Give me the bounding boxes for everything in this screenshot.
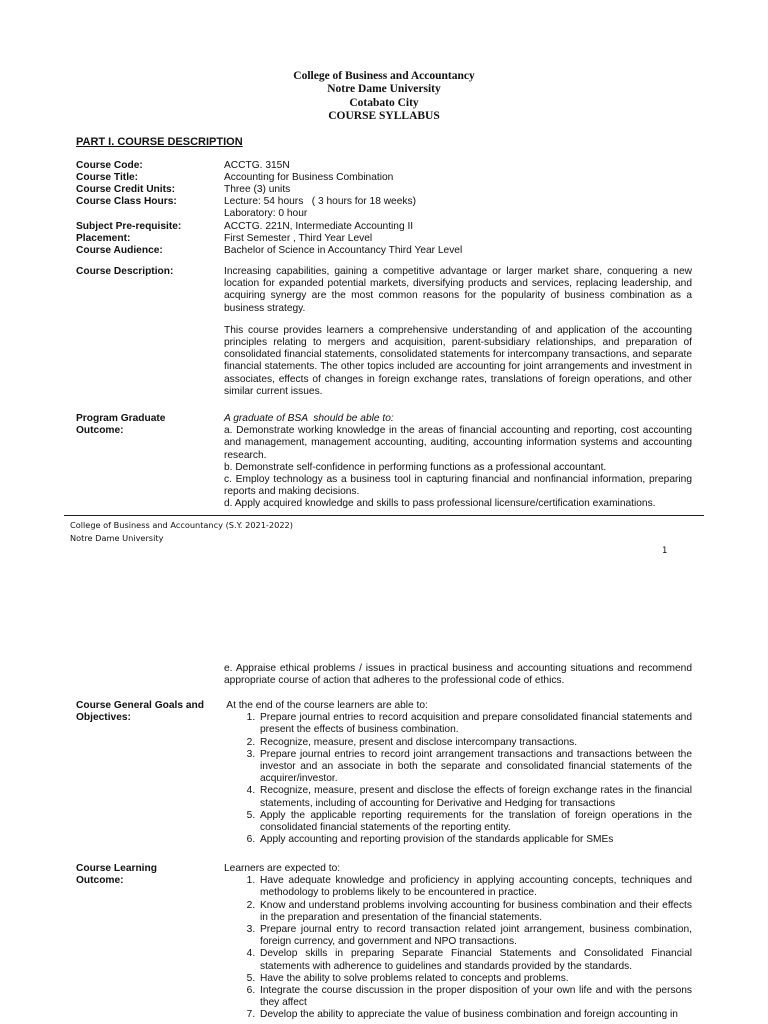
goals-list [224,712,692,846]
audience-label: Course Audience: [76,245,163,256]
goal-item: 5. Apply the applicable reporting requirements for the translation of foreign operations in the consolidated financial statements of the reporting entity. [258,810,692,834]
description-body [224,266,692,398]
pgo-item-c: c. Employ technology as a business tool in capturing financial and nonfinancial information, preparing reports and making decisions. [224,474,692,498]
goals-label-line1: Course General Goals and [76,700,204,711]
lecture-hours: Lecture: 54 hours ( 3 hours for 18 weeks) [224,196,416,207]
doc-header [0,70,768,123]
outcomes-label-line2: Outcome: [76,875,124,887]
goals-intro: At the end of the course learners are able to: [224,700,428,711]
outcome-item: 3. Prepare journal entry to record transaction related joint arrangement, business combination, foreign currency, and government and NPO transactions. [258,924,692,948]
footer-line-1: College of Business and Accountancy (S.Y. 2021-2022) [70,520,293,530]
goal-item: 2. Recognize, measure, present and disclose intercompany transactions. [258,737,692,749]
page-number: 1 [662,546,668,556]
footer-line-2: Notre Dame University [70,533,164,543]
outcomes-body [224,863,692,1022]
document-title: COURSE SYLLABUS [328,109,440,122]
prereq-value: ACCTG. 221N, Intermediate Accounting II [224,221,414,232]
outcome-item: 1. Have adequate knowledge and proficiency in applying accounting concepts, techniques and methodology to problems likely to be encountered in practice. [258,875,692,899]
course-title-label: Course Title: [76,172,139,183]
pgo-item-d: d. Apply acquired knowledge and skills to pass professional licensure/certification examinations. [224,498,656,510]
course-code-label: Course Code: [76,160,143,171]
description-paragraph-1: Increasing capabilities, gaining a competitive advantage or larger market share, conquering a new location for expanded potential markets, diversifying products and services, replacing leadership, and acquiring synergy are the most common reasons for the popularity of business combination as a business strategy. [224,266,692,314]
goals-label-line2: Objectives: [76,712,131,724]
course-title-value: Accounting for Business Combination [224,172,394,183]
lab-hours: Laboratory: 0 hour [224,208,308,220]
city-name: Cotabato City [349,96,419,109]
outcome-item: 7. Develop the ability to appreciate the value of business combination and foreign accounting in [258,1009,692,1021]
outcome-item: 6. Integrate the course discussion in the proper disposition of your own life and with the persons they affect [258,985,692,1009]
goals-body [224,700,692,846]
class-hours-label: Course Class Hours: [76,196,177,207]
footer [70,519,293,545]
credit-units-value: Three (3) units [224,184,291,195]
audience-value: Bachelor of Science in Accountancy Third Year Level [224,245,463,256]
goal-item: 6. Apply accounting and reporting provision of the standards applicable for SMEs [258,834,692,846]
credit-units-label: Course Credit Units: [76,184,176,195]
pgo-item-a: a. Demonstrate working knowledge in the areas of financial accounting and reporting, cost accounting and management, management accounting, auditing, accounting information systems and accounting research. [224,425,692,461]
outcomes-intro: Learners are expected to: [224,863,341,874]
outcomes-list [224,875,692,1021]
outcome-item: 5. Have the ability to solve problems related to concepts and problems. [258,973,692,985]
pgo-label [76,413,221,437]
pgo-item-b: b. Demonstrate self-confidence in performing functions as a professional accountant. [224,461,607,473]
outcomes-label [76,863,221,887]
part-title: PART I. COURSE DESCRIPTION [76,136,243,148]
goals-label [76,700,221,724]
pgo-label-line2: Outcome: [76,425,124,437]
description-paragraph-2: This course provides learners a comprehensive understanding of and application of the accounting principles relating to mergers and acquisition, parent-subsidiary relationships, and preparation of consolidated financial statements, consolidated statements for intercompany transactions, and separate financial statements. The other topics included are accounting for joint arrangements and investment in associates, effects of changes in foreign exchange rates, translations of foreign operations, and other similar current issues. [224,324,692,397]
university-name: Notre Dame University [327,83,441,96]
placement-value: First Semester , Third Year Level [224,233,373,244]
pgo-body [224,413,692,511]
prereq-label: Subject Pre-requisite: [76,221,182,232]
outcomes-label-line1: Course Learning [76,863,157,874]
course-code-value: ACCTG. 315N [224,160,290,171]
goal-item: 3. Prepare journal entries to record joint arrangement transactions and transactions between the investor and an associate in both the separate and consolidated financial statements of the acquirer/investor. [258,749,692,786]
description-label: Course Description: [76,266,174,277]
outcome-item: 2. Know and understand problems involving accounting for business combination and their effects in the preparation and presentation of the financial statements. [258,900,692,924]
footer-divider [64,515,704,516]
pgo-label-line1: Program Graduate [76,413,166,424]
placement-label: Placement: [76,233,131,244]
college-name: College of Business and Accountancy [293,70,475,82]
class-hours-value [224,196,692,220]
outcome-item: 4. Develop skills in preparing Separate Financial Statements and Consolidated Financial statements with adherence to guidelines and standards provided by the standards. [258,948,692,972]
pgo-intro: A graduate of BSA should be able to: [224,413,394,424]
goal-item: 4. Recognize, measure, present and disclose the effects of foreign exchange rates in the financial statements, including of accounting for Derivative and Hedging for transactions [258,785,692,809]
goal-item: 1. Prepare journal entries to record acquisition and prepare consolidated financial statements and present the effects of business combination. [258,712,692,736]
pgo-item-e: e. Appraise ethical problems / issues in practical business and accounting situations and recommend appropriate course of action that adheres to the professional code of ethics. [224,663,692,687]
